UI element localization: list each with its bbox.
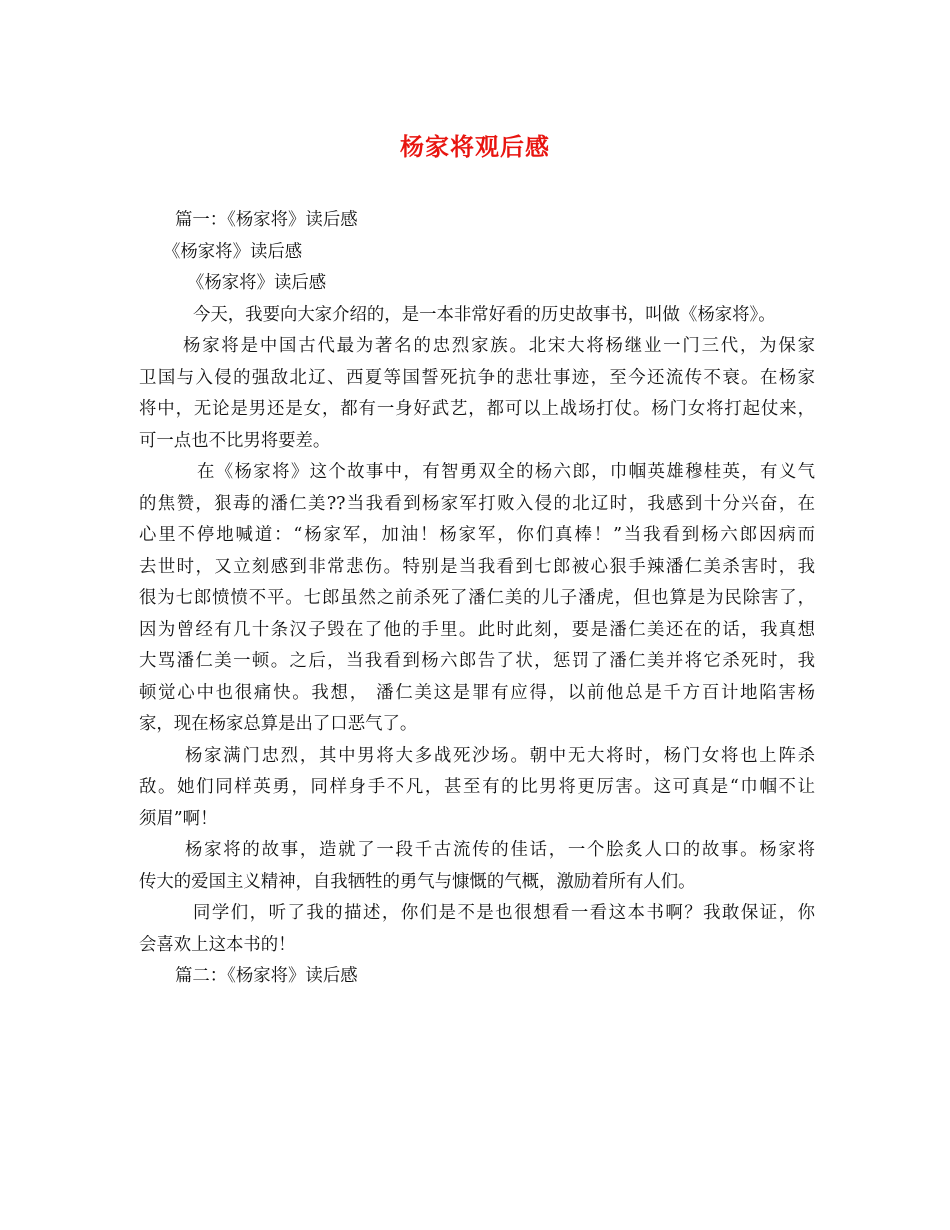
paragraph-5	[139, 835, 815, 898]
paragraph-line: 顿觉心中也很痛快。我想， 潘仁美这是罪有应得，以前他总是千方百计地陷害杨	[139, 682, 815, 703]
sub-heading-1: 《杨家将》读后感	[163, 241, 303, 262]
paragraph-line: 杨家将的故事，造就了一段千古流传的佳话，一个脍炙人口的故事。杨家将	[185, 840, 815, 860]
paragraph-line: 去世时，又立刻感到非常悲伤。特别是当我看到七郎被心狠手辣潘仁美杀害时，我	[139, 556, 815, 577]
paragraph-line: 大骂潘仁美一顿。之后，当我看到杨六郎告了状，惩罚了潘仁美并将它杀死时，我	[139, 651, 815, 671]
paragraph-line: 可一点也不比男将要差。	[139, 430, 331, 451]
paragraph-6	[139, 898, 815, 961]
paragraph-line: 在《杨家将》这个故事中，有智勇双全的杨六郎，巾帼英雄穆桂英，有义气	[197, 462, 815, 482]
paragraph-line: 会喜欢上这本书的！	[139, 934, 296, 955]
paragraph-line: 将中，无论是男还是女，都有一身好武艺，都可以上战场打仗。杨门女将打起仗来，	[139, 399, 815, 419]
sub-heading-2: 《杨家将》读后感	[187, 273, 327, 293]
paragraph-line: 卫国与入侵的强敌北辽、西夏等国誓死抗争的悲壮事迹，至今还流传不衰。在杨家	[139, 367, 815, 388]
paragraph-1	[139, 300, 815, 332]
paragraph-line: 家，现在杨家总算是出了口恶气了。	[139, 714, 418, 734]
paragraph-line: 今天，我要向大家介绍的，是一本非常好看的历史故事书，叫做《杨家将》。	[193, 304, 776, 325]
section-heading-1: 篇一：《杨家将》读后感	[175, 210, 358, 230]
paragraph-line: 杨家满门忠烈，其中男将大多战死沙场。朝中无大将时，杨门女将也上阵杀	[185, 745, 815, 766]
paragraph-line: 须眉”啊！	[139, 808, 218, 829]
paragraph-line: 传大的爱国主义精神，自我牺牲的勇气与慷慨的气概，激励着所有人们。	[139, 871, 696, 892]
paragraph-2	[139, 331, 815, 457]
section-heading-2: 篇二：《杨家将》读后感	[175, 966, 358, 986]
paragraph-line: 同学们，听了我的描述，你们是不是也很想看一看这本书啊？我敢保证，你	[193, 903, 815, 923]
paragraph-3	[139, 457, 815, 741]
paragraph-line: 心里不停地喊道：“杨家军，加油！杨家军，你们真棒！”当我看到杨六郎因病而	[139, 525, 815, 545]
page-title: 杨家将观后感	[400, 132, 550, 161]
paragraph-line: 杨家将是中国古代最为著名的忠烈家族。北宋大将杨继业一门三代，为保家	[183, 336, 815, 356]
paragraph-line: 因为曾经有几十条汉子毁在了他的手里。此时此刻，要是潘仁美还在的话，我真想	[139, 619, 815, 640]
document-body	[139, 205, 815, 993]
paragraph-line: 很为七郎愤愤不平。七郎虽然之前杀死了潘仁美的儿子潘虎，但也算是为民除害了，	[139, 588, 815, 608]
paragraph-line: 敌。她们同样英勇，同样身手不凡，甚至有的比男将更厉害。这可真是“巾帼不让	[139, 777, 815, 797]
paragraph-line: 的焦赞，狠毒的潘仁美??当我看到杨家军打败入侵的北辽时，我感到十分兴奋，在	[139, 493, 815, 514]
paragraph-4	[139, 741, 815, 836]
